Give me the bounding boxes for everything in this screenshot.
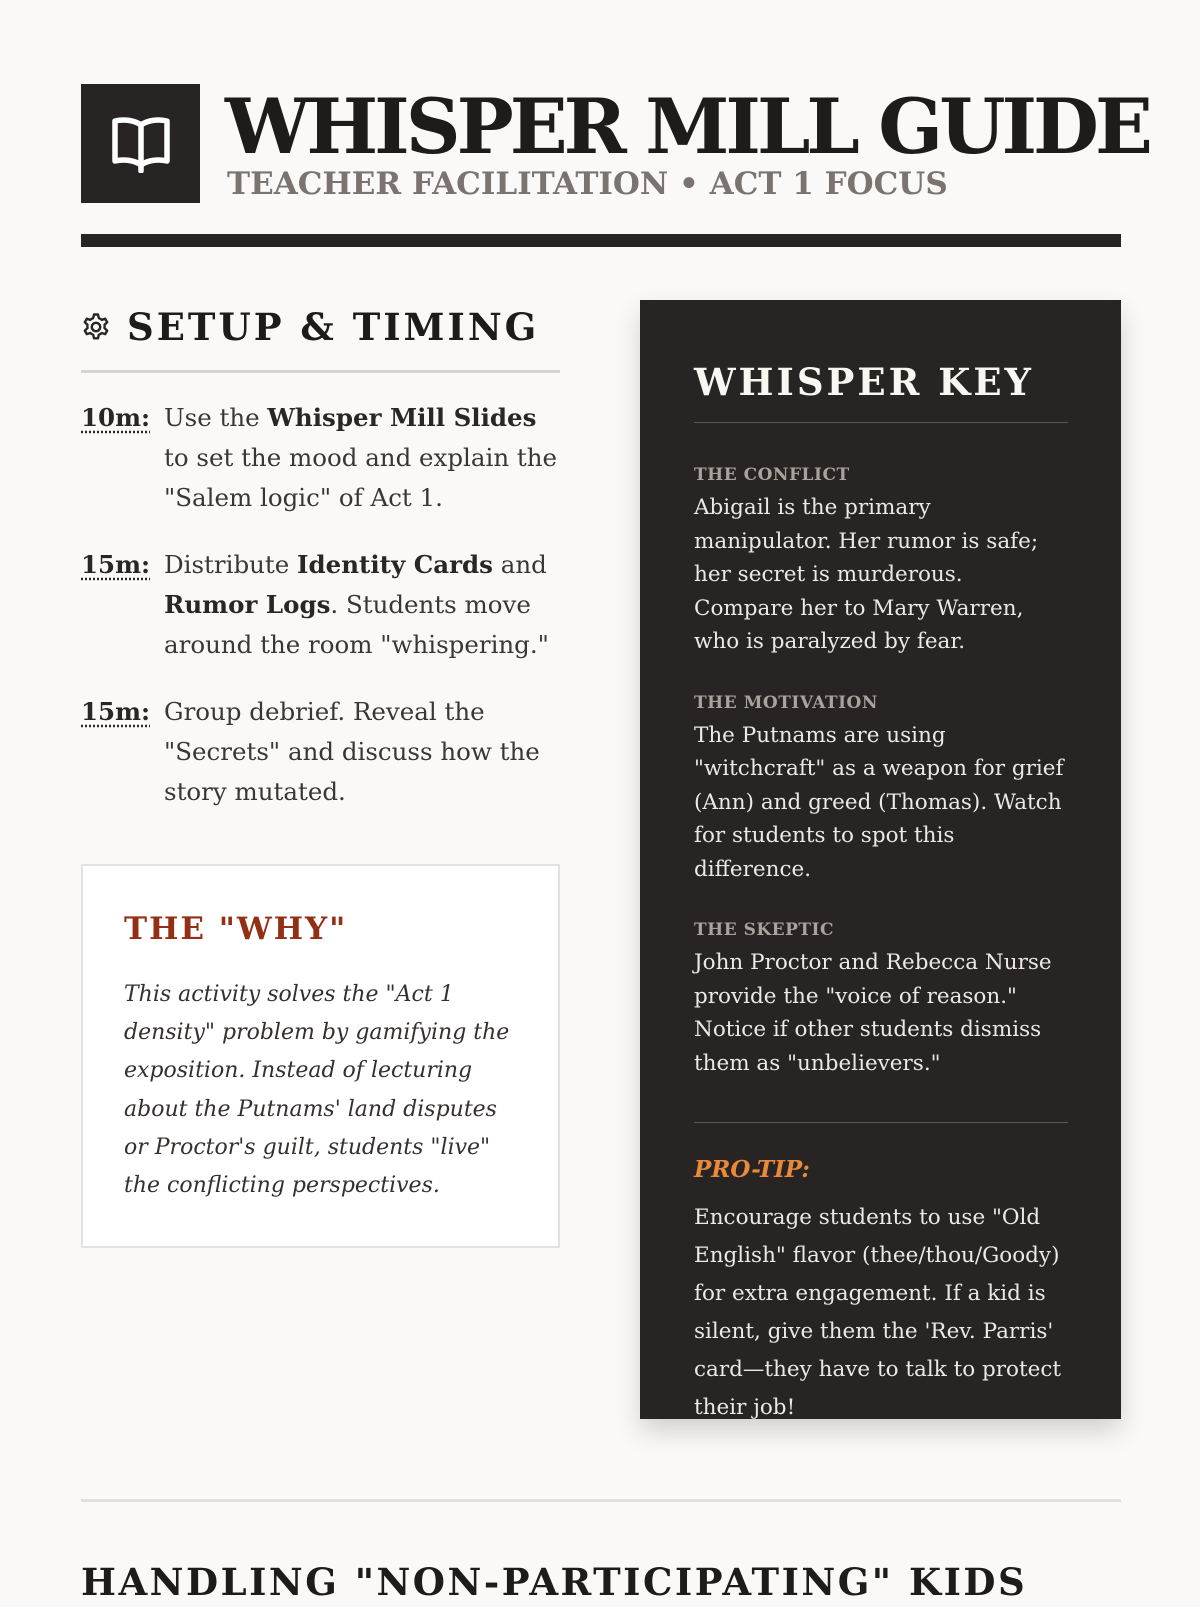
- pro-tip-label: PRO-TIP:: [694, 1156, 810, 1183]
- key-item-label: THE SKEPTIC: [694, 920, 835, 940]
- setup-timing-title: SETUP & TIMING: [127, 305, 540, 349]
- why-callout: [81, 864, 560, 1248]
- non-participating-heading: HANDLING "NON-PARTICIPATING" KIDS: [81, 1560, 1028, 1604]
- key-item-conflict: [694, 463, 1068, 659]
- gear-icon: [81, 312, 111, 342]
- key-item-skeptic: [694, 918, 1068, 1080]
- setup-timing-heading: [81, 306, 560, 373]
- key-item-motivation: [694, 691, 1068, 887]
- key-item-label: THE CONFLICT: [694, 465, 850, 485]
- page-title: WHISPER MILL GUIDE: [225, 82, 1149, 171]
- key-item-text: John Proctor and Rebecca Nurse provide the "voice of reason." Notice if other students dismiss them as "unbelievers.": [694, 950, 1052, 1076]
- timing-text: and: [492, 550, 547, 579]
- key-item-text: The Putnams are using "witchcraft" as a weapon for grief (Ann) and greed (Thomas). Watch for students to spot this difference.: [694, 722, 1064, 882]
- timing-item: [81, 692, 560, 812]
- timing-highlight: Rumor Logs: [164, 590, 331, 619]
- timing-highlight: Identity Cards: [297, 550, 493, 579]
- timing-highlight: Whisper Mill Slides: [267, 403, 537, 432]
- key-item-text: Abigail is the primary manipulator. Her rumor is safe; her secret is murderous. Compare her to Mary Warren, who is paralyzed by fear.: [694, 495, 1039, 654]
- logo: [81, 84, 200, 203]
- section-divider: [81, 1499, 1121, 1502]
- timing-duration: 15m:: [81, 550, 151, 579]
- timing-duration: 15m:: [81, 697, 151, 726]
- timing-text: to set the mood and explain the "Salem logic" of Act 1.: [164, 443, 558, 512]
- timing-list: [81, 398, 560, 839]
- page-header: [81, 82, 1149, 204]
- key-item-label: THE MOTIVATION: [694, 692, 878, 713]
- timing-text: Group debrief. Reveal the "Secrets" and discuss how the story mutated.: [164, 697, 540, 806]
- open-book-icon: [110, 115, 172, 173]
- pro-tip-text: Encourage students to use "Old English" flavor (thee/thou/Goody) for extra engagement. If a kid is silent, give them the 'Rev. Parris' card—they have to talk to protect their job!: [694, 1205, 1062, 1420]
- timing-item: [81, 398, 560, 518]
- whisper-key-panel: [640, 300, 1121, 1419]
- why-heading: THE "WHY": [124, 911, 348, 947]
- header-divider: [81, 234, 1121, 247]
- why-body: This activity solves the "Act 1 density" problem by gamifying the exposition. Instead of lecturing about the Putnams' land disputes or Proctor's guilt, students "live" the conflicting perspectives.: [124, 982, 510, 1199]
- timing-text: Use the: [164, 403, 268, 432]
- timing-item: [81, 545, 560, 665]
- timing-duration: 10m:: [81, 403, 151, 432]
- timing-text: . Students move around the room "whispering.": [164, 590, 549, 659]
- key-divider: [694, 1122, 1068, 1123]
- timing-text: Distribute: [164, 550, 298, 579]
- page-subtitle: TEACHER FACILITATION • ACT 1 FOCUS: [227, 166, 948, 202]
- whisper-key-heading: WHISPER KEY: [694, 356, 1068, 423]
